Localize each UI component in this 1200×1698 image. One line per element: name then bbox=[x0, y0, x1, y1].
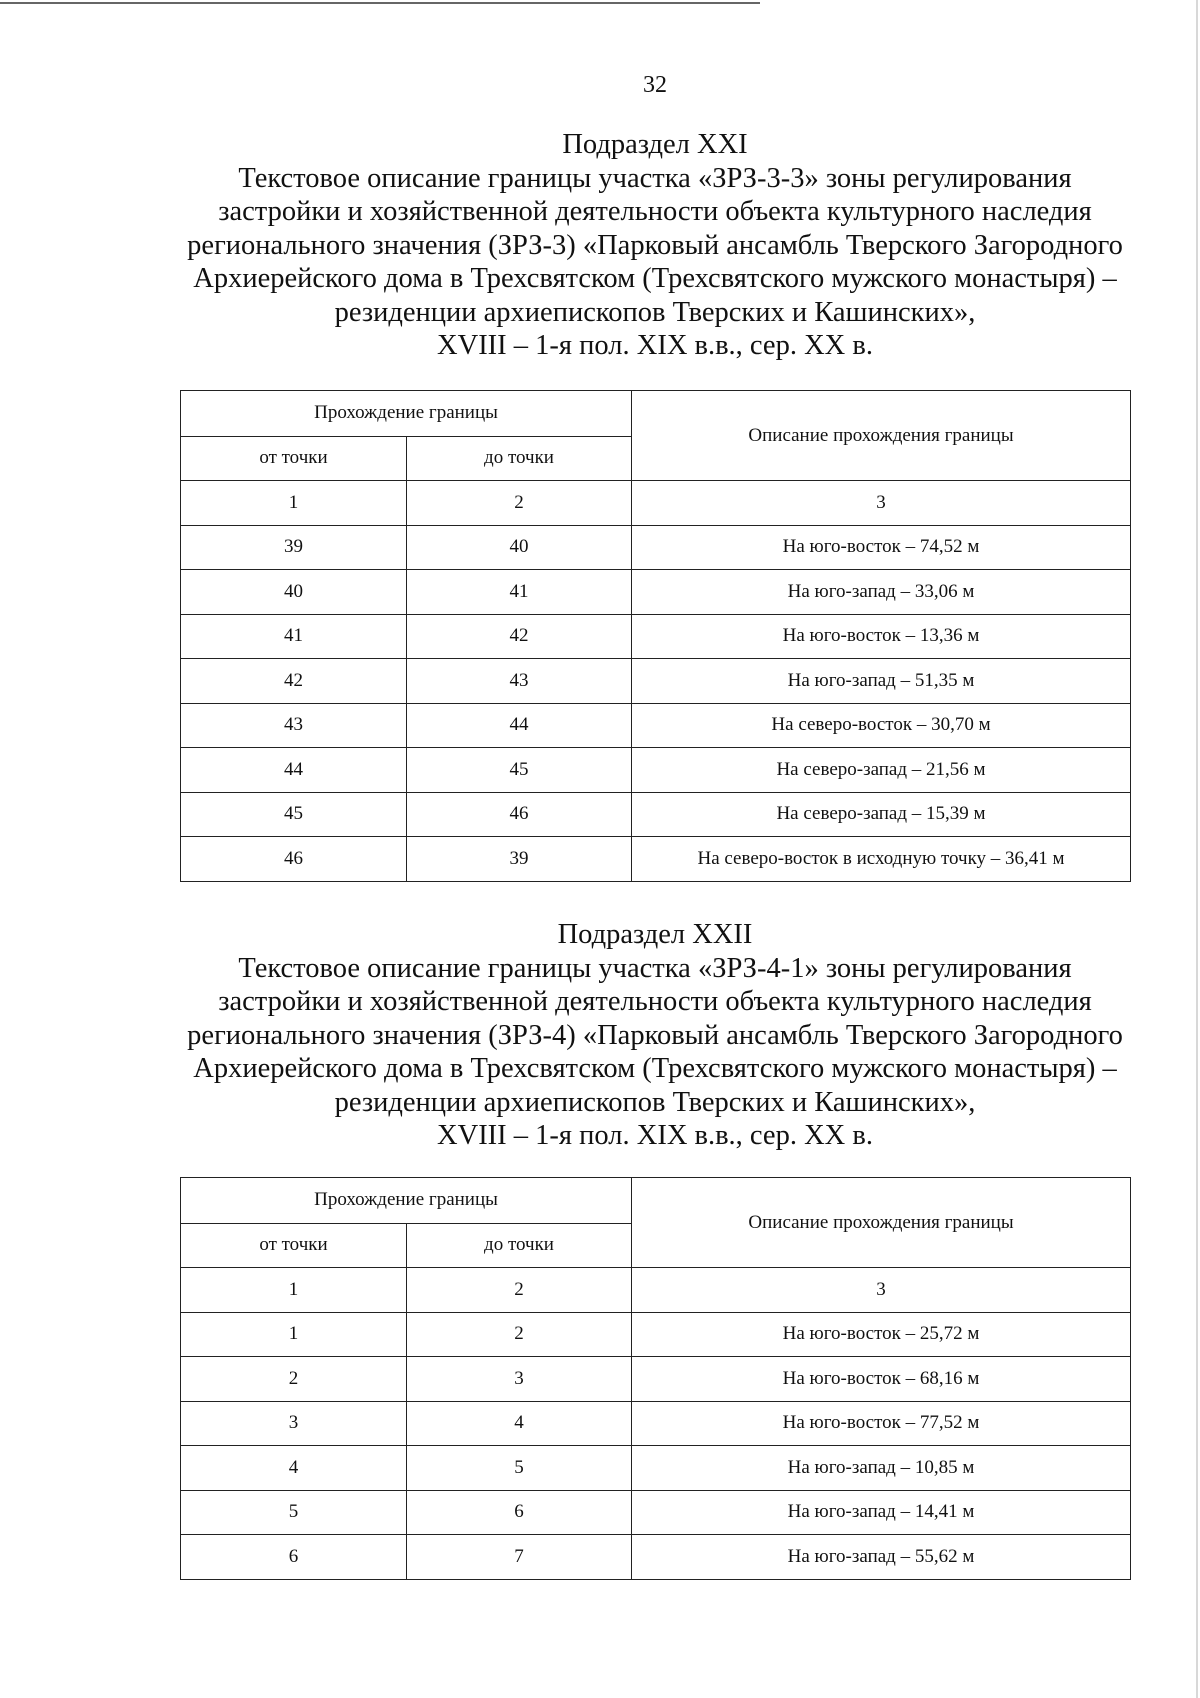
description-cell: На юго-восток – 74,52 м bbox=[632, 525, 1131, 570]
table-row bbox=[181, 570, 1131, 615]
title-line: застройки и хозяйственной деятельности объекта культурного наследия bbox=[218, 986, 1092, 1017]
column-header-to: до точки bbox=[407, 436, 632, 481]
point-from-cell: 4 bbox=[181, 1446, 407, 1491]
point-from-cell: 46 bbox=[181, 837, 407, 882]
point-from-cell: 44 bbox=[181, 748, 407, 793]
title-line: Текстовое описание границы участка «ЗРЗ-3-3» зоны регулирования bbox=[238, 162, 1072, 194]
table-row bbox=[181, 1401, 1131, 1446]
column-header-description: Описание прохождения границы bbox=[632, 1178, 1131, 1268]
description-cell: На северо-восток в исходную точку – 36,41 м bbox=[632, 837, 1131, 882]
column-number: 3 bbox=[632, 481, 1131, 526]
table-row bbox=[181, 1312, 1131, 1357]
description-cell: На юго-запад – 10,85 м bbox=[632, 1446, 1131, 1491]
column-number: 3 bbox=[632, 1268, 1131, 1313]
point-from-cell: 1 bbox=[181, 1312, 407, 1357]
point-from-cell: 41 bbox=[181, 614, 407, 659]
description-cell: На северо-запад – 15,39 м bbox=[632, 792, 1131, 837]
table-row bbox=[181, 1357, 1131, 1402]
column-number-row bbox=[181, 1268, 1131, 1313]
table-row bbox=[181, 703, 1131, 748]
description-cell: На юго-восток – 25,72 м bbox=[632, 1312, 1131, 1357]
point-from-cell: 3 bbox=[181, 1401, 407, 1446]
column-number: 2 bbox=[407, 1268, 632, 1313]
title-line: резиденции архиепископов Тверских и Кашинских», bbox=[334, 296, 976, 328]
point-to-cell: 3 bbox=[407, 1357, 632, 1402]
column-number: 1 bbox=[181, 481, 407, 526]
table-row bbox=[181, 525, 1131, 570]
description-cell: На юго-восток – 68,16 м bbox=[632, 1357, 1131, 1402]
description-cell: На юго-запад – 33,06 м bbox=[632, 570, 1131, 615]
table-body bbox=[181, 1268, 1131, 1580]
section-title-xxi bbox=[140, 128, 1170, 363]
point-to-cell: 46 bbox=[407, 792, 632, 837]
description-cell: На юго-запад – 55,62 м bbox=[632, 1535, 1131, 1580]
point-from-cell: 42 bbox=[181, 659, 407, 704]
table-row bbox=[181, 748, 1131, 793]
point-from-cell: 6 bbox=[181, 1535, 407, 1580]
point-to-cell: 7 bbox=[407, 1535, 632, 1580]
point-to-cell: 42 bbox=[407, 614, 632, 659]
title-line: XVIII – 1-я пол. XIX в.в., сер. XX в. bbox=[437, 1120, 873, 1151]
group-header-boundary: Прохождение границы bbox=[181, 391, 632, 437]
point-from-cell: 2 bbox=[181, 1357, 407, 1402]
table-row bbox=[181, 614, 1131, 659]
title-line: застройки и хозяйственной деятельности объекта культурного наследия bbox=[218, 196, 1092, 227]
column-number: 1 bbox=[181, 1268, 407, 1313]
point-to-cell: 44 bbox=[407, 703, 632, 748]
description-cell: На юго-запад – 14,41 м bbox=[632, 1490, 1131, 1535]
point-to-cell: 43 bbox=[407, 659, 632, 704]
page-number: 32 bbox=[643, 72, 667, 98]
title-line: Архиерейского дома в Трехсвятском (Трехсвятского мужского монастыря) – bbox=[193, 263, 1117, 294]
column-number-row bbox=[181, 481, 1131, 526]
point-from-cell: 40 bbox=[181, 570, 407, 615]
group-header-boundary: Прохождение границы bbox=[181, 1178, 632, 1224]
point-to-cell: 41 bbox=[407, 570, 632, 615]
title-line: регионального значения (ЗРЗ-3) «Парковый ансамбль Тверского Загородного bbox=[187, 229, 1123, 261]
table-row bbox=[181, 837, 1131, 882]
title-line: регионального значения (ЗРЗ-4) «Парковый ансамбль Тверского Загородного bbox=[187, 1019, 1123, 1051]
point-to-cell: 39 bbox=[407, 837, 632, 882]
column-header-to: до точки bbox=[407, 1223, 632, 1268]
table-row bbox=[181, 1446, 1131, 1491]
boundary-table-zrz-4-1 bbox=[180, 1177, 1131, 1580]
point-from-cell: 43 bbox=[181, 703, 407, 748]
column-header-description: Описание прохождения границы bbox=[632, 391, 1131, 481]
point-to-cell: 45 bbox=[407, 748, 632, 793]
table-row bbox=[181, 792, 1131, 837]
scan-edge-top bbox=[0, 2, 760, 4]
point-from-cell: 5 bbox=[181, 1490, 407, 1535]
point-from-cell: 39 bbox=[181, 525, 407, 570]
description-cell: На северо-запад – 21,56 м bbox=[632, 748, 1131, 793]
point-to-cell: 2 bbox=[407, 1312, 632, 1357]
title-line: Архиерейского дома в Трехсвятском (Трехсвятского мужского монастыря) – bbox=[193, 1053, 1117, 1084]
description-cell: На юго-восток – 77,52 м bbox=[632, 1401, 1131, 1446]
title-line: Текстовое описание границы участка «ЗРЗ-4-1» зоны регулирования bbox=[238, 952, 1072, 984]
table-body bbox=[181, 481, 1131, 882]
title-line: XVIII – 1-я пол. XIX в.в., сер. XX в. bbox=[437, 330, 873, 361]
column-number: 2 bbox=[407, 481, 632, 526]
description-cell: На юго-восток – 13,36 м bbox=[632, 614, 1131, 659]
scan-edge-right bbox=[1196, 0, 1198, 1698]
title-line: резиденции архиепископов Тверских и Кашинских», bbox=[334, 1086, 976, 1118]
boundary-table-zrz-3-3 bbox=[180, 390, 1131, 882]
section-heading: Подраздел XXI bbox=[562, 129, 748, 160]
table-row bbox=[181, 1490, 1131, 1535]
column-header-from: от точки bbox=[181, 436, 407, 481]
point-from-cell: 45 bbox=[181, 792, 407, 837]
table-row bbox=[181, 1535, 1131, 1580]
point-to-cell: 40 bbox=[407, 525, 632, 570]
point-to-cell: 5 bbox=[407, 1446, 632, 1491]
description-cell: На северо-восток – 30,70 м bbox=[632, 703, 1131, 748]
column-header-from: от точки bbox=[181, 1223, 407, 1268]
section-title-xxii bbox=[140, 918, 1170, 1153]
section-heading: Подраздел XXII bbox=[557, 919, 753, 950]
table-row bbox=[181, 659, 1131, 704]
description-cell: На юго-запад – 51,35 м bbox=[632, 659, 1131, 704]
point-to-cell: 6 bbox=[407, 1490, 632, 1535]
point-to-cell: 4 bbox=[407, 1401, 632, 1446]
